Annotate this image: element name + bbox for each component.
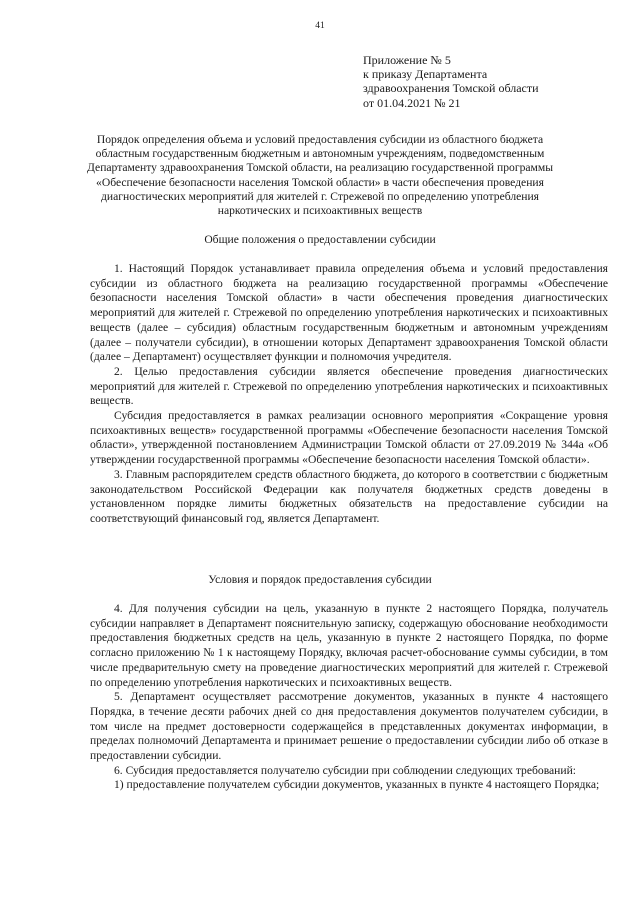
paragraph: 4. Для получения субсидии на цель, указанную в пункте 2 настоящего Порядка, получатель субсидии направляет в Департамент пояснительную записку, содержащую обоснование необходимости предоставления бюджетных средств на цель, указанную в пункте 2 настоящего Порядка, по форме согласно приложению № 1 к настоящему Порядку, включая расчет-обоснование суммы субсидии, в том числе предварительную смету на проведение диагностических мероприятий для жителей г. Стрежевой по определению употребления наркотических и психоактивных веществ.	[90, 602, 608, 689]
section-conditions-body	[90, 602, 608, 793]
section-heading-general: Общие положения о предоставлении субсидии	[204, 233, 436, 246]
document-title: Порядок определения объема и условий предоставления субсидии из областного бюджета областным государственным бюджетным и автономным учреждениям, подведомственным Департаменту здравоохранения Томской области, на реализацию государственной программы «Обеспечение безопасности населения Томской области» в части обеспечения проведения диагностических мероприятий для жителей г. Стрежевой по определению употребления наркотических и психоактивных веществ	[87, 133, 553, 218]
appendix-line: Приложение № 5	[363, 53, 451, 67]
appendix-line: к приказу Департамента	[363, 67, 488, 82]
section-general-body	[90, 262, 608, 527]
appendix-line: от 01.04.2021 № 21	[363, 95, 461, 110]
appendix-header	[363, 53, 623, 110]
paragraph: 1. Настоящий Порядок устанавливает правила определения объема и условий предоставления субсидии из областного бюджета на реализацию государственной программы «Обеспечение безопасности населения Томской области» в части обеспечения проведения диагностических мероприятий для жителей г. Стрежевой по определению употребления наркотических и психоактивных веществ (далее – субсидия) областным государственным бюджетным и автономным учреждениям (далее – получатели субсидии), в отношении которых Департамент здравоохранения Томской области (далее – Департамент) осуществляет функции и полномочия учредителя.	[90, 262, 608, 364]
paragraph: 1) предоставление получателем субсидии документов, указанных в пункте 4 настоящего Порядка;	[114, 778, 600, 792]
section-heading-conditions: Условия и порядок предоставления субсидии	[208, 573, 432, 586]
paragraph: 2. Целью предоставления субсидии является обеспечение проведения диагностических мероприятий для жителей г. Стрежевой по определению употребления наркотических и психоактивных веществ.	[90, 364, 608, 408]
page-number: 41	[315, 21, 325, 31]
appendix-line: здравоохранения Томской области	[363, 81, 539, 96]
paragraph: 6. Субсидия предоставляется получателю субсидии при соблюдении следующих требований:	[114, 763, 576, 777]
paragraph: Субсидия предоставляется в рамках реализации основного мероприятия «Сокращение уровня психоактивных веществ» государственной программы «Обеспечение безопасности населения Томской области», утвержденной постановлением Администрации Томской области от 27.09.2019 № 344а «Об утверждении государственной программы «Обеспечение безопасности населения Томской области».	[90, 409, 608, 467]
paragraph: 3. Главным распорядителем средств областного бюджета, до которого в соответствии с бюджетным законодательством Российской Федерации как получателя бюджетных средств доведены в установленном порядке лимиты бюджетных обязательств на предоставление субсидии на соответствующий финансовый год, является Департамент.	[90, 467, 608, 525]
paragraph: 5. Департамент осуществляет рассмотрение документов, указанных в пункте 4 настоящего Порядка, в течение десяти рабочих дней со дня предоставления документов получателем субсидии, в том числе на предмет достоверности содержащейся в представленных документах информации, в пределах полномочий Департамента и принимает решение о предоставлении субсидии либо об отказе в предоставлении субсидии.	[90, 690, 608, 763]
